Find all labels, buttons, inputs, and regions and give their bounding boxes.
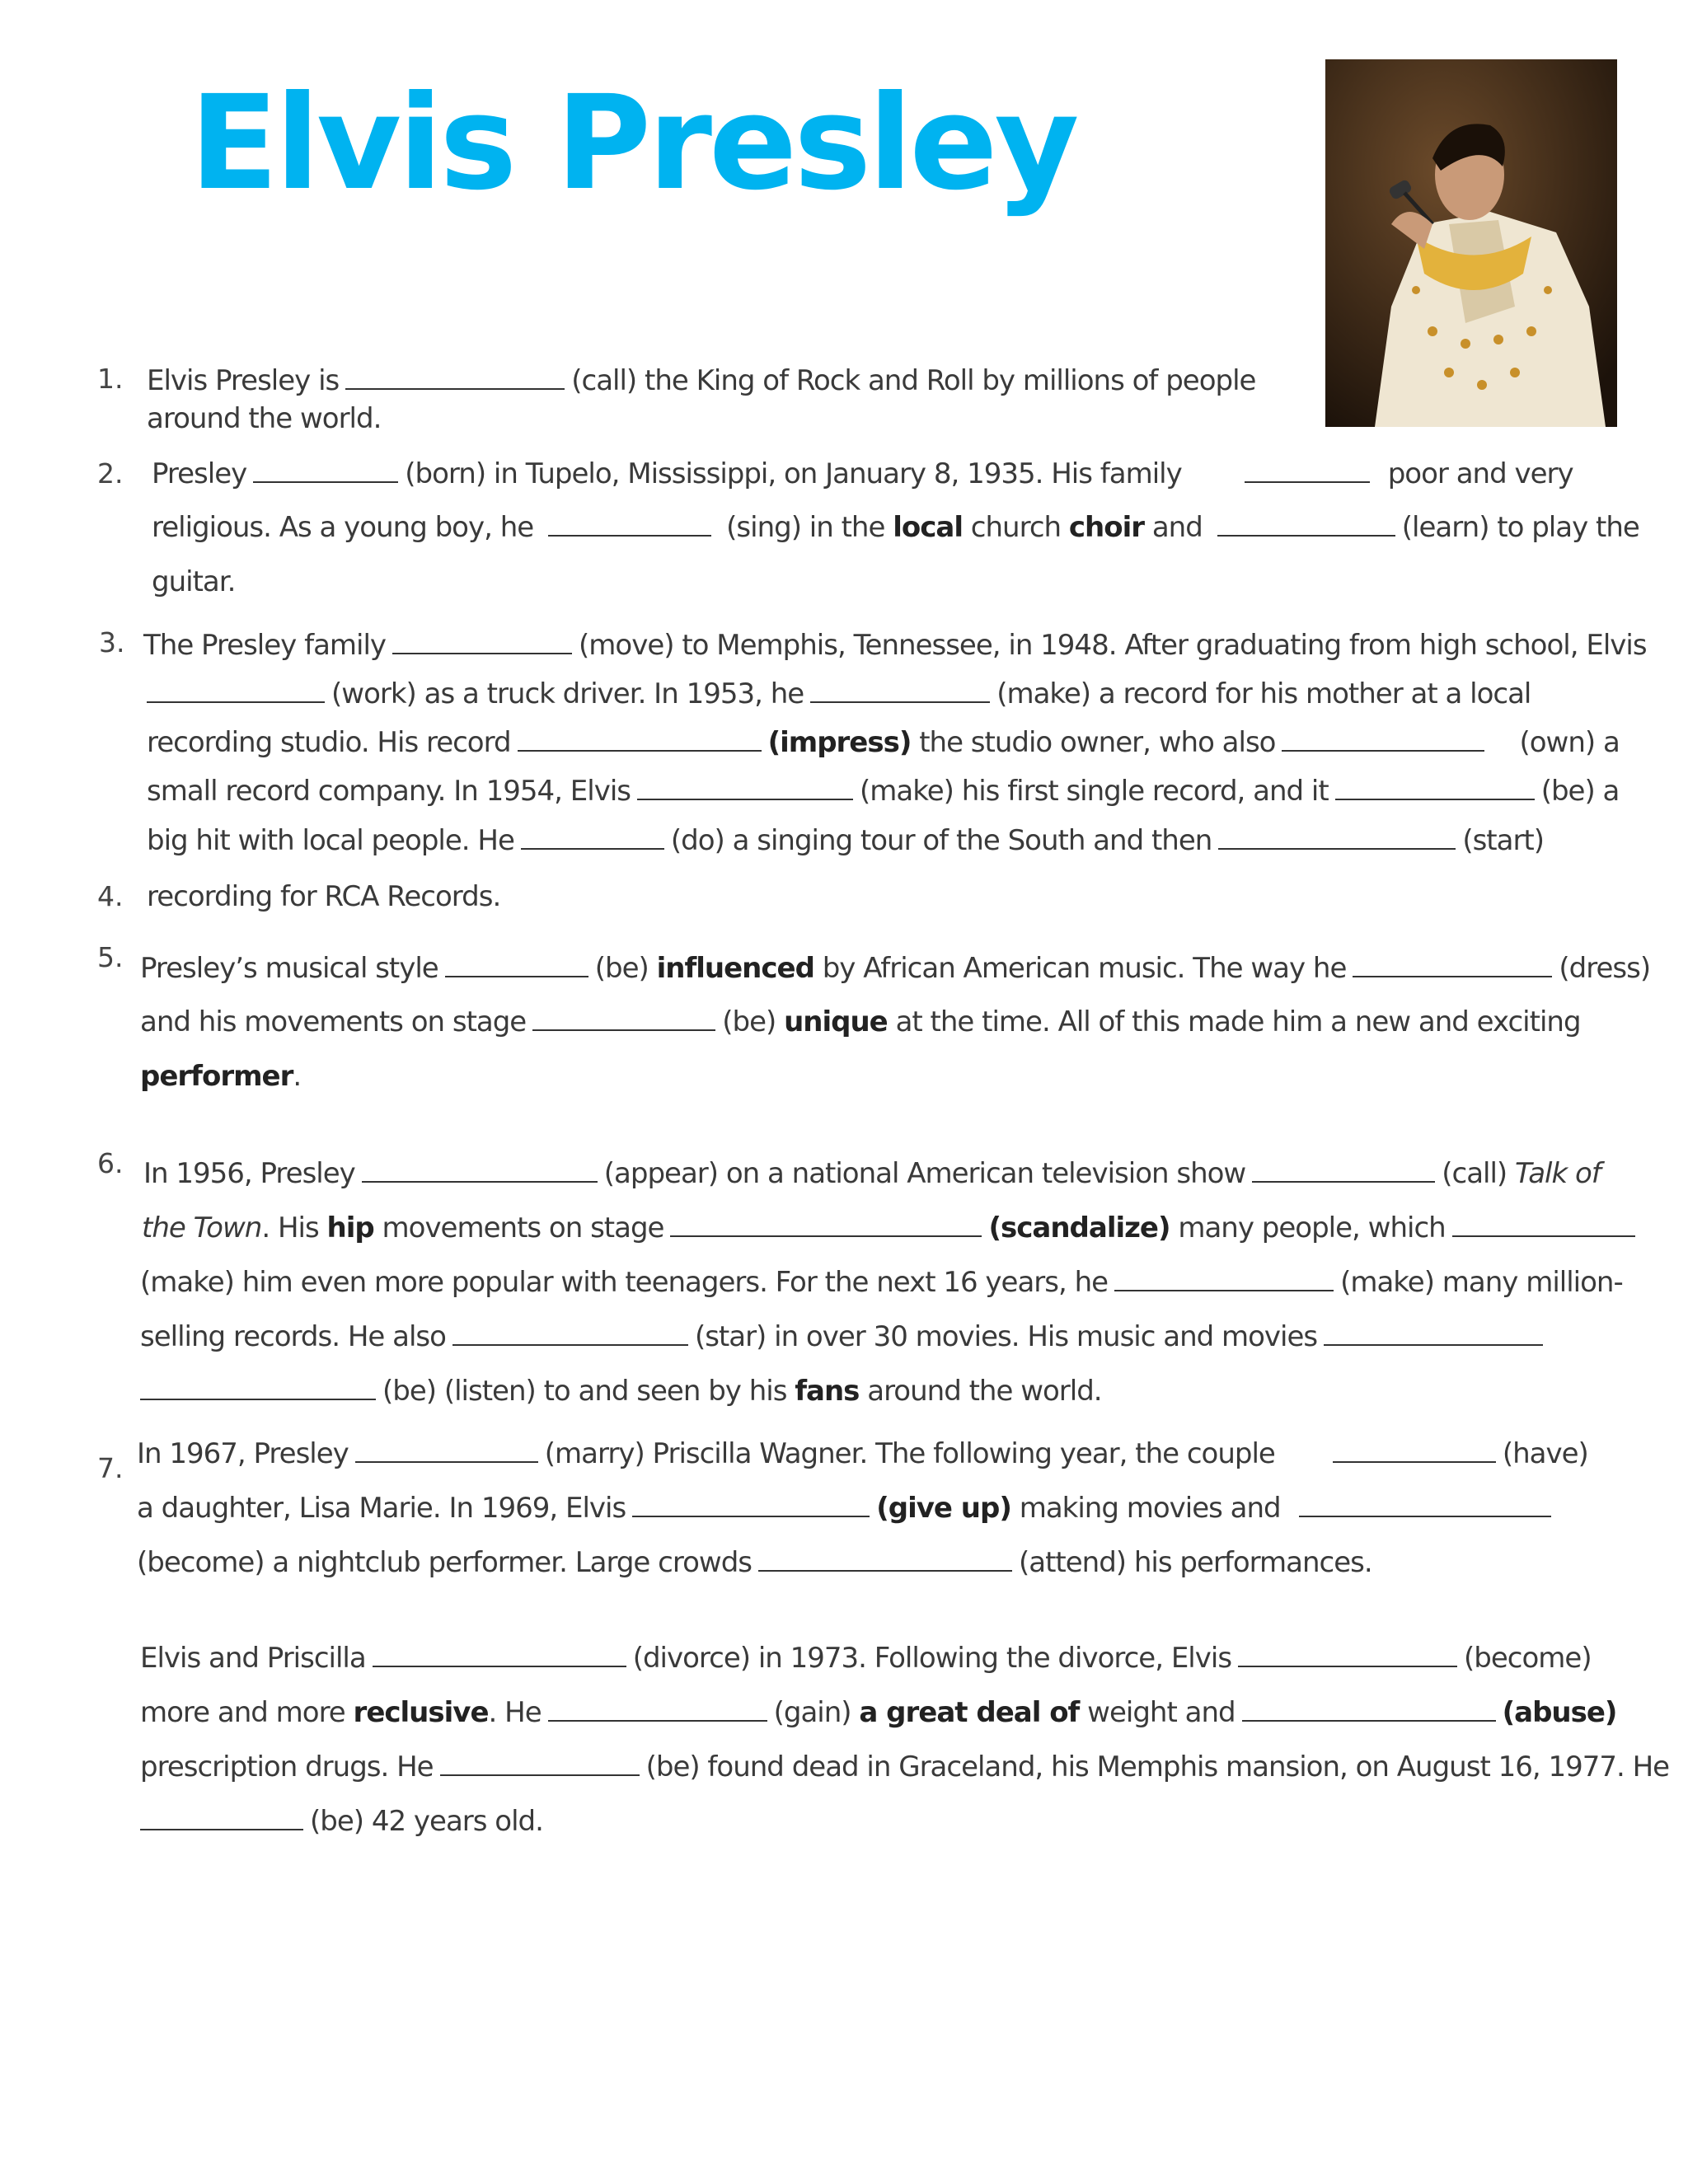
answer-blank[interactable] — [373, 1665, 626, 1667]
s3-line-4: small record company. In 1954, Elvis (make) his first single record, and it (be) a — [147, 775, 1620, 808]
item-number-7: 7. — [97, 1452, 124, 1484]
item-number-2: 2. — [97, 457, 124, 490]
answer-blank[interactable] — [392, 652, 572, 654]
answer-blank[interactable] — [810, 701, 990, 703]
answer-blank[interactable] — [1252, 1180, 1435, 1183]
s2-line-2: religious. As a young boy, he (sing) in the local church choir and (learn) to play the — [152, 511, 1639, 544]
answer-blank[interactable] — [532, 1029, 715, 1031]
answer-blank[interactable] — [548, 1719, 767, 1722]
answer-blank[interactable] — [355, 1460, 538, 1463]
s7-line-3: (become) a nightclub performer. Large crowds (attend) his performances. — [137, 1546, 1372, 1579]
answer-blank[interactable] — [758, 1569, 1012, 1572]
s8-line-2: more and more reclusive. He (gain) a great deal of weight and (abuse) — [140, 1696, 1617, 1729]
answer-blank[interactable] — [1335, 798, 1535, 800]
answer-blank[interactable] — [1333, 1460, 1496, 1463]
answer-blank[interactable] — [1299, 1515, 1551, 1517]
s5-line-1: Presley’s musical style (be) influenced by African American music. The way he (dress) — [140, 952, 1651, 985]
s1-line-2: around the world. — [147, 402, 382, 435]
answer-blank[interactable] — [632, 1515, 870, 1517]
item-number-3: 3. — [99, 626, 125, 658]
answer-blank[interactable] — [140, 1398, 376, 1400]
item-number-5: 5. — [97, 941, 124, 973]
answer-blank[interactable] — [1324, 1343, 1543, 1346]
s5-line-2: and his movements on stage (be) unique at the time. All of this made him a new and exciting — [140, 1005, 1581, 1038]
answer-blank[interactable] — [147, 701, 325, 703]
answer-blank[interactable] — [548, 534, 711, 537]
answer-blank[interactable] — [1282, 749, 1484, 752]
s3-line-2: (work) as a truck driver. In 1953, he (make) a record for his mother at a local — [147, 677, 1531, 710]
answer-blank[interactable] — [1245, 480, 1370, 483]
answer-blank[interactable] — [670, 1235, 982, 1237]
s1-line-1: Elvis Presley is (call) the King of Rock and Roll by millions of people — [147, 364, 1256, 397]
s6-line-1: In 1956, Presley (appear) on a national American television show (call) Talk of — [143, 1157, 1601, 1190]
answer-blank[interactable] — [140, 1828, 303, 1830]
answer-blank[interactable] — [1353, 975, 1552, 977]
s2-line-1: Presley (born) in Tupelo, Mississippi, on January 8, 1935. His family poor and very — [152, 457, 1573, 490]
page-title: Elvis Presley — [190, 68, 1076, 219]
answer-blank[interactable] — [521, 847, 664, 850]
s6-line-2: the Town. His hip movements on stage (scandalize) many people, which — [142, 1212, 1642, 1244]
s3-line-3: recording studio. His record (impress) the studio owner, who also (own) a — [147, 726, 1620, 759]
s8-line-1: Elvis and Priscilla (divorce) in 1973. Following the divorce, Elvis (become) — [140, 1642, 1592, 1675]
elvis-performer-image — [1325, 59, 1617, 427]
s8-line-3: prescription drugs. He (be) found dead in Graceland, his Memphis mansion, on August 16, 1977. He — [140, 1750, 1670, 1783]
item-number-1: 1. — [97, 363, 124, 395]
answer-blank[interactable] — [1242, 1719, 1496, 1722]
answer-blank[interactable] — [452, 1343, 688, 1346]
answer-blank[interactable] — [253, 480, 398, 483]
s7-line-2: a daughter, Lisa Marie. In 1969, Elvis (give up) making movies and — [137, 1492, 1558, 1525]
s7-line-1: In 1967, Presley (marry) Priscilla Wagner. The following year, the couple (have) — [137, 1437, 1588, 1470]
s5-line-3: performer. — [140, 1060, 302, 1093]
item-number-6: 6. — [97, 1147, 124, 1179]
answer-blank[interactable] — [440, 1774, 640, 1776]
item-number-4: 4. — [97, 880, 124, 912]
answer-blank[interactable] — [362, 1180, 598, 1183]
answer-blank[interactable] — [518, 749, 762, 752]
s8-line-4: (be) 42 years old. — [140, 1805, 543, 1838]
s3-line-1: The Presley family (move) to Memphis, Tennessee, in 1948. After graduating from high school, Elvis — [143, 629, 1647, 662]
answer-blank[interactable] — [345, 387, 565, 390]
s4-line-1: recording for RCA Records. — [147, 880, 501, 913]
answer-blank[interactable] — [637, 798, 853, 800]
answer-blank[interactable] — [1452, 1235, 1635, 1237]
s3-line-5: big hit with local people. He (do) a singing tour of the South and then (start) — [147, 824, 1545, 857]
answer-blank[interactable] — [1218, 847, 1456, 850]
s2-line-3: guitar. — [152, 565, 236, 598]
s6-line-3: (make) him even more popular with teenagers. For the next 16 years, he (make) many million- — [140, 1266, 1623, 1299]
s6-line-4: selling records. He also (star) in over 30 movies. His music and movies — [140, 1320, 1550, 1353]
answer-blank[interactable] — [1238, 1665, 1457, 1667]
s6-line-5: (be) (listen) to and seen by his fans around the world. — [140, 1375, 1102, 1408]
answer-blank[interactable] — [1217, 534, 1395, 537]
elvis-photo — [1325, 59, 1617, 427]
answer-blank[interactable] — [1114, 1289, 1334, 1291]
answer-blank[interactable] — [445, 975, 588, 977]
